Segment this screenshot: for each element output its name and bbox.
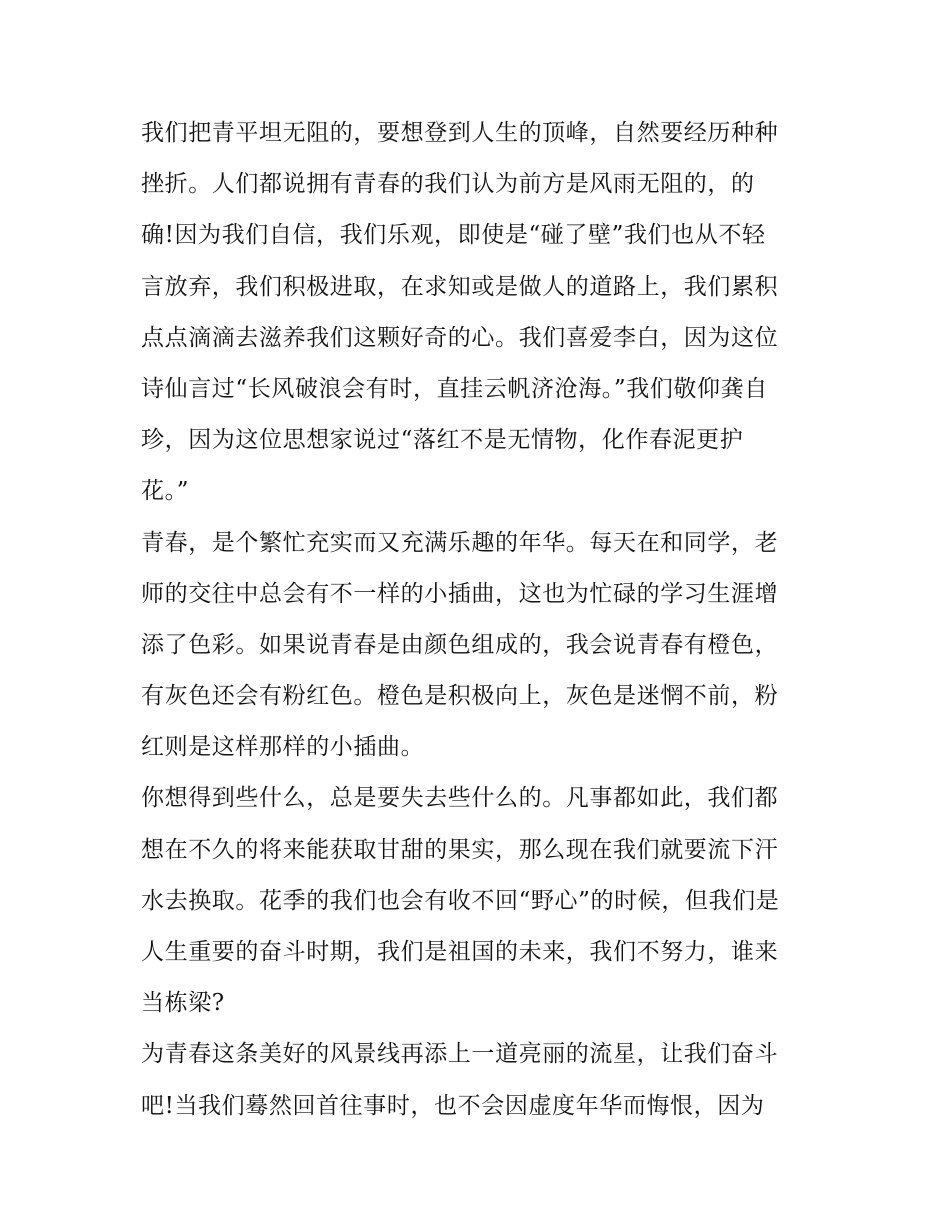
- text-line: 诗仙言过“长风破浪会有时，直挂云帆济沧海。”我们敬仰龚自: [141, 375, 768, 402]
- text-line: 你想得到些什么，总是要失去些什么的。凡事都如此，我们都: [141, 785, 779, 812]
- text-line: 挫折。人们都说拥有青春的我们认为前方是风雨无阻的，的: [141, 171, 755, 198]
- text-line: 确!因为我们自信，我们乐观，即使是“碰了壁”我们也从不轻: [141, 222, 766, 249]
- text-line: 有灰色还会有粉红色。橙色是积极向上，灰色是迷惘不前，粉: [141, 683, 779, 710]
- text-line: 添了色彩。如果说青春是由颜色组成的，我会说青春有橙色，: [141, 631, 779, 658]
- text-line: 我们把青平坦无阻的，要想登到人生的顶峰，自然要经历种种: [141, 120, 779, 146]
- text-line: 珍，因为这位思想家说过“落红不是无情物，化作春泥更护: [141, 427, 744, 454]
- text-line: 为青春这条美好的风景线再添上一道亮丽的流星，让我们奋斗: [141, 1041, 779, 1068]
- text-line: 青春，是个繁忙充实而又充满乐趣的年华。每天在和同学，老: [141, 529, 779, 556]
- text-line: 红则是这样那样的小插曲。: [141, 734, 425, 761]
- text-line: 想在不久的将来能获取甘甜的果实，那么现在我们就要流下汗: [141, 836, 779, 863]
- text-line: 人生重要的奋斗时期，我们是祖国的未来，我们不努力，谁来: [141, 939, 779, 965]
- text-line: 吧!当我们蓦然回首往事时，也不会因虚度年华而悔恨，因为: [141, 1092, 765, 1119]
- text-line: 当栋梁?: [141, 990, 225, 1017]
- text-line: 点点滴滴去滋养我们这颗好奇的心。我们喜爱李白，因为这位: [141, 324, 779, 351]
- text-line: 言放弃，我们积极进取，在求知或是做人的道路上，我们累积: [141, 273, 779, 300]
- text-line: 花。”: [141, 478, 190, 505]
- document-body: [141, 108, 813, 1132]
- text-line: 师的交往中总会有不一样的小插曲，这也为忙碌的学习生涯增: [141, 580, 779, 607]
- text-line: 水去换取。花季的我们也会有收不回“野心”的时候，但我们是: [141, 887, 780, 914]
